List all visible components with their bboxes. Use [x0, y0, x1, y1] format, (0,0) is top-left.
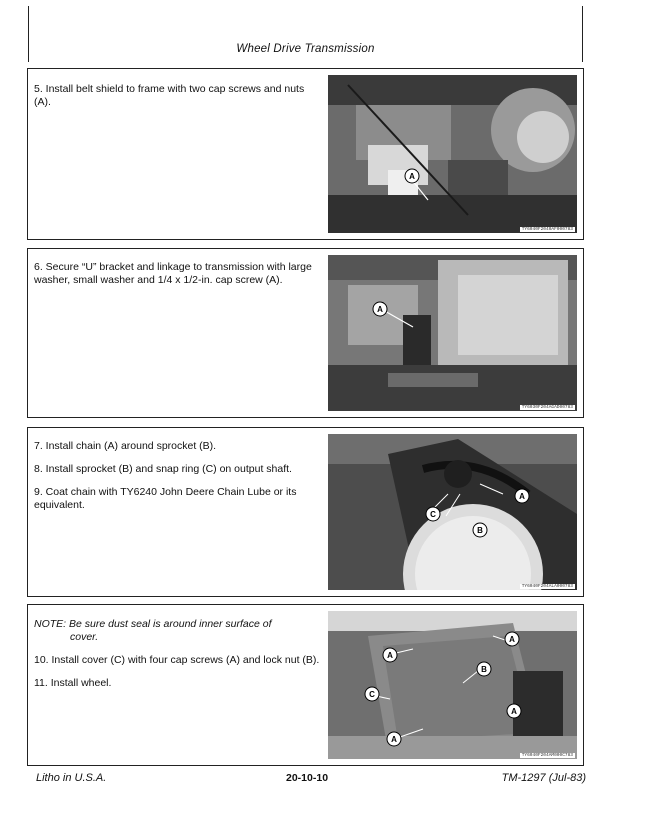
- photo-code: TY6040F2040AF000783: [521, 227, 573, 232]
- photo-cover-image: [328, 611, 577, 759]
- step-text-block: [34, 440, 320, 522]
- footer-litho: Litho in U.S.A.: [36, 772, 107, 784]
- step-text-block: [34, 83, 320, 119]
- step-6: 6. Secure “U” bracket and linkage to transmission with large washer, small washer and 1/4 x 1/2-in. cap screw (A).: [34, 261, 312, 286]
- header-frame: [28, 6, 583, 62]
- step-section-2: [27, 248, 584, 418]
- callout-label: A: [387, 651, 393, 660]
- page-number: 20-10-10: [286, 772, 329, 784]
- step-7: 7. Install chain (A) around sprocket (B).: [34, 440, 217, 452]
- callout-label: B: [481, 665, 487, 674]
- photo-chain-sprocket: [328, 434, 577, 590]
- photo-chain-sprocket-image: [328, 434, 577, 590]
- page-title: Wheel Drive Transmission: [236, 43, 375, 55]
- photo-u-bracket-image: [328, 255, 577, 411]
- step-8: 8. Install sprocket (B) and snap ring (C) on output shaft.: [34, 463, 292, 475]
- photo-belt-shield-image: [328, 75, 577, 233]
- step-10: 10. Install cover (C) with four cap screws (A) and lock nut (B).: [34, 654, 320, 666]
- callout-label: A: [409, 172, 415, 181]
- callout-label: C: [369, 690, 375, 699]
- callout-label: A: [519, 492, 525, 501]
- step-section-3: [27, 427, 584, 597]
- step-text-block: [34, 261, 320, 297]
- callout-label: B: [477, 526, 483, 535]
- photo-code: TY6040F204AM000C783: [521, 753, 573, 758]
- callout-label: C: [430, 510, 436, 519]
- step-11: 11. Install wheel.: [34, 677, 112, 689]
- photo-cover: [328, 611, 577, 759]
- photo-belt-shield: [328, 75, 577, 233]
- step-5: 5. Install belt shield to frame with two cap screws and nuts (A).: [34, 83, 305, 108]
- photo-u-bracket: [328, 255, 577, 411]
- step-section-4: [27, 604, 584, 766]
- note-text: NOTE: Be sure dust seal is around inner surface of: [34, 618, 272, 630]
- note-text-cont: cover.: [70, 631, 99, 643]
- step-section-1: [27, 68, 584, 240]
- callout-label: A: [509, 635, 515, 644]
- callout-label: A: [391, 735, 397, 744]
- manual-id: TM-1297 (Jul-83): [501, 772, 586, 784]
- photo-code: TY6030F204AGAD00783: [521, 405, 573, 410]
- callout-label: A: [511, 707, 517, 716]
- step-9: 9. Coat chain with TY6240 John Deere Chain Lube or its equivalent.: [34, 486, 297, 511]
- step-text-block: [34, 618, 320, 700]
- photo-code: TY6040F204ALA000783: [521, 584, 573, 589]
- callout-label: A: [377, 305, 383, 314]
- note: [34, 618, 320, 644]
